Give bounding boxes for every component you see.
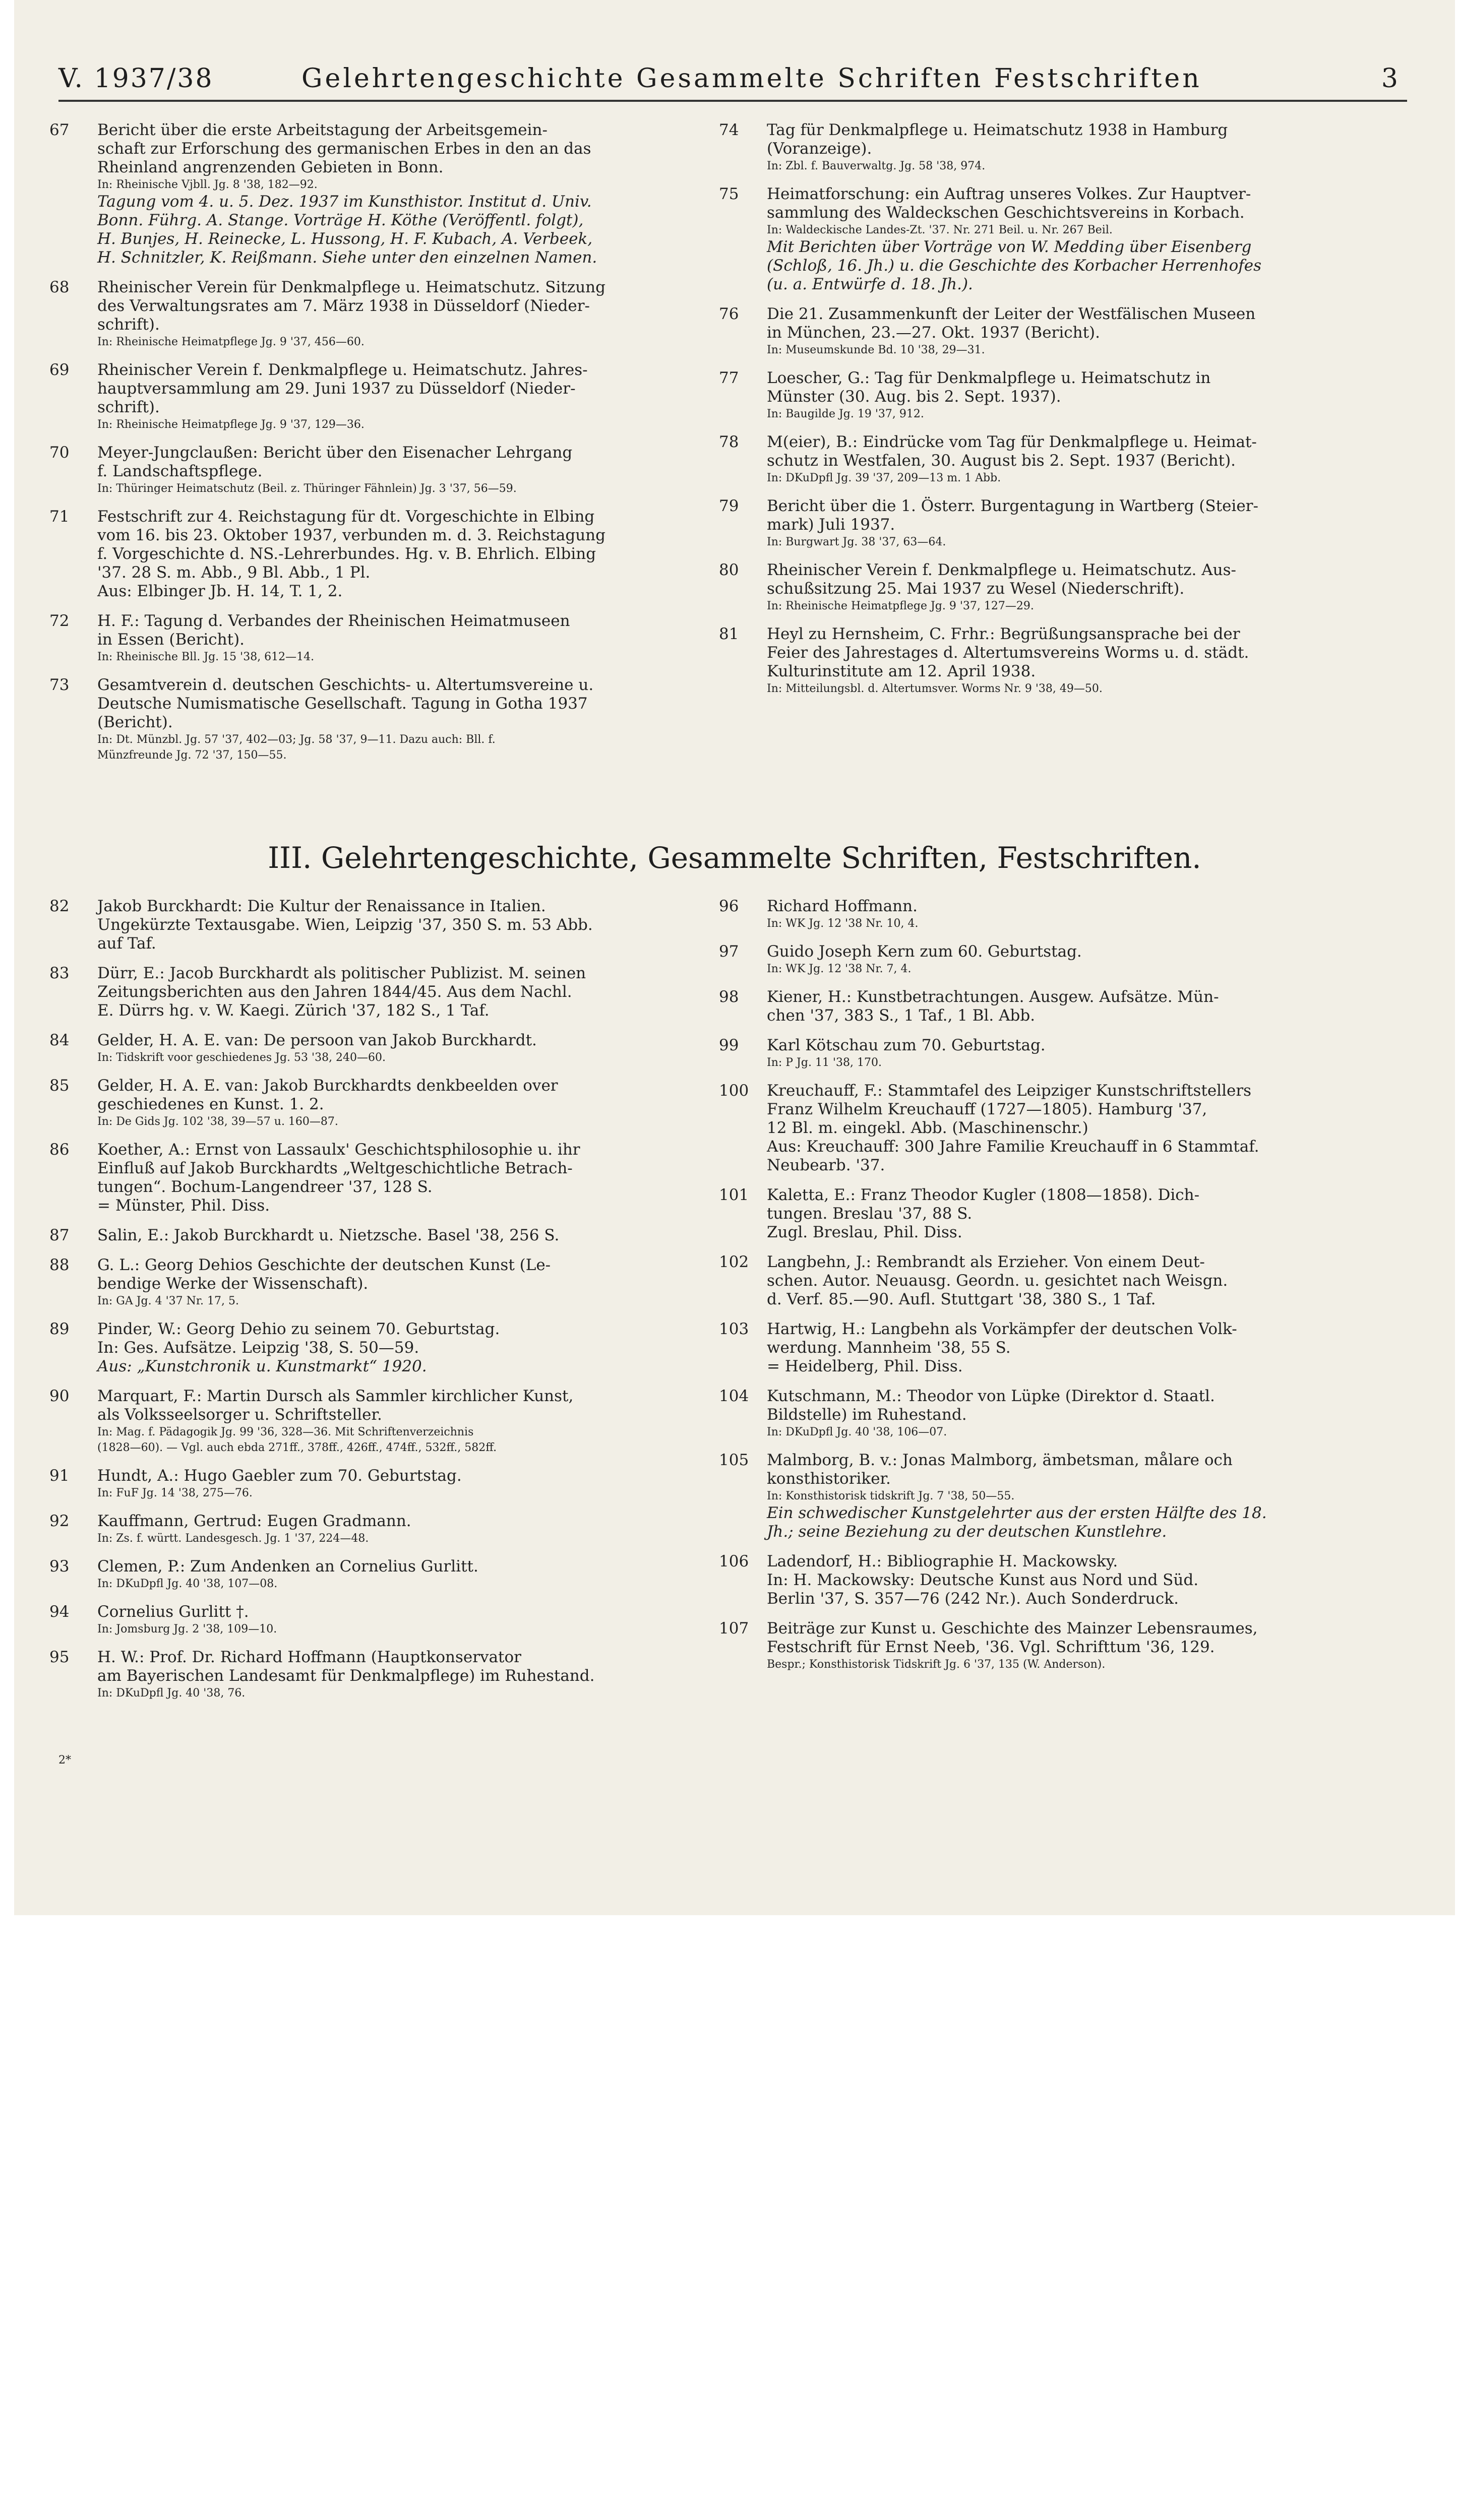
citation-line: In: Jomsburg Jg. 2 '38, 109—10.	[97, 1623, 277, 1635]
entry-line: Heyl zu Hernsheim, C. Frhr.: Begrüßungsansprache bei der	[767, 625, 1240, 643]
entry-line: bendige Werke der Wissenschaft).	[97, 1275, 369, 1293]
bib-entry	[49, 1603, 700, 1637]
entry-line: Die 21. Zusammenkunft der Leiter der Westfälischen Museen	[767, 305, 1256, 323]
entry-number: 77	[719, 369, 739, 387]
entry-number: 86	[49, 1141, 70, 1159]
entry-line: schaft zur Erforschung des germanischen Erbes in den an das	[97, 140, 591, 158]
entry-line: schußsitzung 25. Mai 1937 zu Wesel (Niederschrift).	[767, 580, 1185, 598]
bib-entry	[49, 1320, 700, 1376]
citation-line: In: Rheinische Heimatpflege Jg. 9 '37, 456—60.	[97, 336, 365, 348]
entry-number: 98	[719, 988, 739, 1006]
citation-line: In: Rheinische Bll. Jg. 15 '38, 612—14.	[97, 651, 315, 663]
entry-line: Malmborg, B. v.: Jonas Malmborg, ämbetsman, målare och	[767, 1451, 1233, 1469]
citation-line: In: GA Jg. 4 '37 Nr. 17, 5.	[97, 1295, 239, 1307]
entry-line: Neubearb. '37.	[767, 1156, 885, 1174]
entry-text	[767, 1186, 1349, 1242]
entry-text	[767, 185, 1349, 294]
entry-line: schen. Autor. Neuausg. Geordn. u. gesichtet nach Weisgn.	[767, 1272, 1228, 1290]
column-top-right	[719, 121, 1349, 708]
entry-number: 88	[49, 1256, 70, 1274]
citation-line: In: DKuDpfl Jg. 40 '38, 107—08.	[97, 1578, 278, 1590]
entry-text	[97, 1512, 700, 1546]
entry-text	[767, 1451, 1349, 1541]
entry-number: 100	[719, 1082, 749, 1100]
entry-text	[767, 121, 1349, 174]
entry-line: Pinder, W.: Georg Dehio zu seinem 70. Geburtstag.	[97, 1320, 500, 1338]
entry-line: Hartwig, H.: Langbehn als Vorkämpfer der deutschen Volk-	[767, 1320, 1237, 1338]
entry-line: Einfluß auf Jakob Burckhardts „Weltgeschichtliche Betrach-	[97, 1159, 573, 1177]
entry-line: (Voranzeige).	[767, 140, 872, 158]
entry-number: 73	[49, 676, 70, 694]
entry-line: Guido Joseph Kern zum 60. Geburtstag.	[767, 942, 1082, 961]
entry-line: Langbehn, J.: Rembrandt als Erzieher. Von einem Deut-	[767, 1253, 1205, 1271]
signature-mark: 2*	[58, 1754, 71, 1767]
entry-line: Loescher, G.: Tag für Denkmalpflege u. Heimatschutz in	[767, 369, 1211, 387]
bib-entry	[49, 1031, 700, 1065]
scanned-page	[14, 0, 1455, 1915]
entry-line: am Bayerischen Landesamt für Denkmalpflege) im Ruhestand.	[97, 1667, 595, 1685]
entry-line: des Verwaltungsrates am 7. März 1938 in Düsseldorf (Nieder-	[97, 297, 590, 315]
bib-entry	[719, 625, 1349, 697]
entry-number: 83	[49, 964, 70, 982]
entry-line: Salin, E.: Jakob Burckhardt u. Nietzsche. Basel '38, 256 S.	[97, 1226, 560, 1244]
entry-line: Festschrift zur 4. Reichstagung für dt. Vorgeschichte in Elbing	[97, 508, 595, 526]
bib-entry	[49, 964, 700, 1020]
entry-number: 107	[719, 1619, 749, 1637]
entry-text	[767, 1320, 1349, 1376]
entry-line: Tag für Denkmalpflege u. Heimatschutz 1938 in Hamburg	[767, 121, 1228, 139]
citation-line: In: Waldeckische Landes-Zt. '37. Nr. 271 Beil. u. Nr. 267 Beil.	[767, 224, 1113, 236]
entry-number: 72	[49, 612, 70, 630]
entry-line: = Münster, Phil. Diss.	[97, 1196, 270, 1215]
entry-text	[767, 1253, 1349, 1309]
running-head-volume: V. 1937/38	[58, 64, 214, 94]
entry-line: Kutschmann, M.: Theodor von Lüpke (Direktor d. Staatl.	[767, 1387, 1215, 1405]
entry-line: f. Vorgeschichte d. NS.-Lehrerbundes. Hg. v. B. Ehrlich. Elbing	[97, 545, 596, 563]
entry-line: mark) Juli 1937.	[767, 516, 895, 534]
bib-entry	[49, 1256, 700, 1309]
citation-line: In: Rheinische Heimatpflege Jg. 9 '37, 127—29.	[767, 600, 1034, 612]
annotation-line: Tagung vom 4. u. 5. Dez. 1937 im Kunsthistor. Institut d. Univ.	[97, 193, 592, 211]
entry-line: Cornelius Gurlitt †.	[97, 1603, 249, 1621]
entry-number: 82	[49, 897, 70, 915]
entry-line: schrift).	[97, 316, 160, 334]
entry-line: Karl Kötschau zum 70. Geburtstag.	[767, 1036, 1046, 1054]
citation-line: In: Museumskunde Bd. 10 '38, 29—31.	[767, 344, 985, 356]
entry-line: chen '37, 383 S., 1 Taf., 1 Bl. Abb.	[767, 1006, 1036, 1025]
bib-entry	[49, 1141, 700, 1215]
entry-line: Deutsche Numismatische Gesellschaft. Tagung in Gotha 1937	[97, 695, 588, 713]
entry-number: 81	[719, 625, 739, 643]
entry-line: In: Ges. Aufsätze. Leipzig '38, S. 50—59.	[97, 1339, 419, 1357]
entry-number: 104	[719, 1387, 749, 1405]
entry-number: 99	[719, 1036, 739, 1054]
bib-entry	[719, 1552, 1349, 1608]
entry-line: Gelder, H. A. E. van: De persoon van Jakob Burckhardt.	[97, 1031, 537, 1049]
bib-entry	[719, 305, 1349, 358]
entry-line: Feier des Jahrestages d. Altertumsvereins Worms u. d. städt.	[767, 644, 1249, 662]
entry-text	[767, 1387, 1349, 1440]
entry-line: Rheinischer Verein f. Denkmalpflege u. Heimatschutz. Aus-	[767, 561, 1236, 579]
entry-line: d. Verf. 85.—90. Aufl. Stuttgart '38, 380 S., 1 Taf.	[767, 1290, 1156, 1308]
entry-line: Clemen, P.: Zum Andenken an Cornelius Gurlitt.	[97, 1557, 478, 1576]
entry-line: = Heidelberg, Phil. Diss.	[767, 1357, 963, 1375]
entry-line: werdung. Mannheim '38, 55 S.	[767, 1339, 1011, 1357]
bib-entry	[719, 369, 1349, 422]
entry-line: Kauffmann, Gertrud: Eugen Gradmann.	[97, 1512, 411, 1530]
entry-text	[97, 1603, 700, 1637]
bib-entry	[719, 1253, 1349, 1309]
annotation-line: Ein schwedischer Kunstgelehrter aus der ersten Hälfte des 18.	[767, 1504, 1267, 1522]
entry-line: Kulturinstitute am 12. April 1938.	[767, 662, 1036, 680]
citation-line: In: Zbl. f. Bauverwaltg. Jg. 58 '38, 974.	[767, 160, 986, 172]
entry-line: geschiedenes en Kunst. 1. 2.	[97, 1095, 324, 1113]
entry-text	[767, 897, 1349, 931]
citation-line: In: Dt. Münzbl. Jg. 57 '37, 402—03; Jg. 58 '37, 9—11. Dazu auch: Bll. f.	[97, 733, 496, 746]
entry-line: '37. 28 S. m. Abb., 9 Bl. Abb., 1 Pl.	[97, 563, 371, 582]
column-bottom-right	[719, 897, 1349, 1683]
entry-line: 12 Bl. m. eingekl. Abb. (Maschinenschr.)	[767, 1119, 1088, 1137]
entry-text	[97, 1320, 700, 1376]
entry-text	[97, 964, 700, 1020]
citation-line: In: Mag. f. Pädagogik Jg. 99 '36, 328—36. Mit Schriftenverzeichnis	[97, 1426, 474, 1438]
bib-entry	[719, 1186, 1349, 1242]
entry-line: auf Taf.	[97, 934, 156, 953]
entry-line: H. W.: Prof. Dr. Richard Hoffmann (Hauptkonservator	[97, 1648, 521, 1666]
entry-line: schutz in Westfalen, 30. August bis 2. Sept. 1937 (Bericht).	[767, 452, 1236, 470]
citation-line: In: Baugilde Jg. 19 '37, 912.	[767, 408, 924, 420]
entry-line: Heimatforschung: ein Auftrag unseres Volkes. Zur Hauptver-	[767, 185, 1251, 203]
entry-text	[97, 444, 700, 496]
entry-text	[97, 1031, 700, 1065]
entry-number: 69	[49, 361, 70, 379]
citation-line: In: WK Jg. 12 '38 Nr. 7, 4.	[767, 963, 912, 975]
entry-line: Gesamtverein d. deutschen Geschichts- u. Altertumsvereine u.	[97, 676, 594, 694]
citation-line: In: Zs. f. württ. Landesgesch. Jg. 1 '37, 224—48.	[97, 1532, 369, 1545]
bib-entry	[49, 1226, 700, 1245]
annotation-line: Mit Berichten über Vorträge von W. Medding über Eisenberg	[767, 238, 1252, 256]
citation-line: In: De Gids Jg. 102 '38, 39—57 u. 160—87.	[97, 1115, 338, 1128]
entry-number: 93	[49, 1557, 70, 1576]
entry-line: Aus: Kreuchauff: 300 Jahre Familie Kreuchauff in 6 Stammtaf.	[767, 1138, 1259, 1156]
entry-number: 106	[719, 1552, 749, 1570]
bib-entry	[49, 1557, 700, 1592]
entry-text	[97, 1256, 700, 1309]
bib-entry	[49, 1467, 700, 1501]
entry-line: schrift).	[97, 398, 160, 416]
bib-entry	[719, 942, 1349, 977]
bib-entry	[49, 278, 700, 350]
bib-entry	[719, 988, 1349, 1025]
annotation-line: Aus: „Kunstchronik u. Kunstmarkt“ 1920.	[97, 1357, 427, 1375]
entry-number: 102	[719, 1253, 749, 1271]
entry-number: 68	[49, 278, 70, 296]
entry-text	[767, 561, 1349, 614]
entry-number: 74	[719, 121, 739, 139]
entry-text	[97, 278, 700, 350]
entry-line: tungen. Breslau '37, 88 S.	[767, 1205, 973, 1223]
citation-line: In: Mitteilungsbl. d. Altertumsver. Worms Nr. 9 '38, 49—50.	[767, 682, 1103, 695]
section-title: III. Gelehrtengeschichte, Gesammelte Schriften, Festschriften.	[268, 841, 1201, 875]
entry-text	[97, 1077, 700, 1129]
citation-line: In: Thüringer Heimatschutz (Beil. z. Thüringer Fähnlein) Jg. 3 '37, 56—59.	[97, 482, 517, 495]
entry-number: 91	[49, 1467, 70, 1485]
entry-line: Zugl. Breslau, Phil. Diss.	[767, 1223, 962, 1241]
bib-entry	[719, 121, 1349, 174]
bib-entry	[49, 676, 700, 763]
citation-line: In: Rheinische Vjbll. Jg. 8 '38, 182—92.	[97, 178, 318, 191]
entry-text	[97, 897, 700, 953]
entry-line: H. F.: Tagung d. Verbandes der Rheinischen Heimatmuseen	[97, 612, 570, 630]
bib-entry	[719, 1619, 1349, 1672]
entry-line: Ungekürzte Textausgabe. Wien, Leipzig '37, 350 S. m. 53 Abb.	[97, 916, 593, 934]
entry-line: hauptversammlung am 29. Juni 1937 zu Düsseldorf (Nieder-	[97, 380, 576, 398]
entry-text	[767, 625, 1349, 697]
entry-line: G. L.: Georg Dehios Geschichte der deutschen Kunst (Le-	[97, 1256, 551, 1274]
entry-text	[97, 121, 700, 267]
entry-line: konsthistoriker.	[767, 1470, 891, 1488]
entry-line: Ladendorf, H.: Bibliographie H. Mackowsky.	[767, 1552, 1118, 1570]
citation-line: Münzfreunde Jg. 72 '37, 150—55.	[97, 749, 287, 762]
footer-bar	[0, 1915, 1457, 1991]
column-top-left	[49, 121, 700, 774]
entry-text	[97, 612, 700, 665]
entry-text	[767, 1619, 1349, 1672]
bib-entry	[719, 1320, 1349, 1376]
entry-text	[97, 676, 700, 763]
entry-number: 85	[49, 1077, 70, 1095]
entry-line: Meyer-Jungclaußen: Bericht über den Eisenacher Lehrgang	[97, 444, 573, 462]
bib-entry	[49, 121, 700, 267]
entry-number: 87	[49, 1226, 70, 1244]
citation-line: In: P Jg. 11 '38, 170.	[767, 1056, 882, 1069]
column-bottom-left	[49, 897, 700, 1712]
citation-line: In: Tidskrift voor geschiedenes Jg. 53 '38, 240—60.	[97, 1051, 386, 1064]
entry-number: 101	[719, 1186, 749, 1204]
entry-line: sammlung des Waldeckschen Geschichtsvereins in Korbach.	[767, 204, 1245, 222]
entry-text	[767, 1082, 1349, 1175]
annotation-line: (Schloß, 16. Jh.) u. die Geschichte des Korbacher Herrenhofes	[767, 257, 1261, 275]
entry-line: Berlin '37, S. 357—76 (242 Nr.). Auch Sonderdruck.	[767, 1590, 1179, 1608]
entry-line: Rheinischer Verein für Denkmalpflege u. Heimatschutz. Sitzung	[97, 278, 605, 296]
citation-line: In: DKuDpfl Jg. 39 '37, 209—13 m. 1 Abb.	[767, 472, 1001, 484]
entry-line: vom 16. bis 23. Oktober 1937, verbunden m. d. 3. Reichstagung	[97, 526, 605, 544]
entry-line: Rheinland angrenzenden Gebieten in Bonn.	[97, 158, 444, 176]
entry-text	[767, 305, 1349, 358]
entry-line: Richard Hoffmann.	[767, 897, 918, 915]
entry-number: 105	[719, 1451, 749, 1469]
entry-line: (Bericht).	[97, 713, 173, 731]
bib-entry	[719, 1451, 1349, 1541]
entry-text	[767, 433, 1349, 486]
entry-line: E. Dürrs hg. v. W. Kaegi. Zürich '37, 182 S., 1 Taf.	[97, 1001, 490, 1020]
bib-entry	[49, 1077, 700, 1129]
entry-line: Rheinischer Verein f. Denkmalpflege u. Heimatschutz. Jahres-	[97, 361, 588, 379]
annotation-line: H. Schnitzler, K. Reißmann. Siehe unter den einzelnen Namen.	[97, 248, 597, 267]
entry-line: Zeitungsberichten aus den Jahren 1844/45. Aus dem Nachl.	[97, 983, 572, 1001]
entry-line: Jakob Burckhardt: Die Kultur der Renaissance in Italien.	[97, 897, 546, 915]
entry-line: Bericht über die erste Arbeitstagung der Arbeitsgemein-	[97, 121, 548, 139]
bib-entry	[49, 897, 700, 953]
entry-text	[97, 1648, 700, 1701]
bib-entry	[719, 561, 1349, 614]
annotation-line: H. Bunjes, H. Reinecke, L. Hussong, H. F. Kubach, A. Verbeek,	[97, 230, 593, 248]
entry-number: 78	[719, 433, 739, 451]
entry-text	[767, 942, 1349, 977]
entry-line: Marquart, F.: Martin Dursch als Sammler kirchlicher Kunst,	[97, 1387, 574, 1405]
bib-entry	[719, 433, 1349, 486]
entry-line: Beiträge zur Kunst u. Geschichte des Mainzer Lebensraumes,	[767, 1619, 1258, 1637]
bib-entry	[49, 612, 700, 665]
entry-line: Kaletta, E.: Franz Theodor Kugler (1808—1858). Dich-	[767, 1186, 1200, 1204]
bib-entry	[719, 1082, 1349, 1175]
entry-line: Festschrift für Ernst Neeb, '36. Vgl. Schrifttum '36, 129.	[767, 1638, 1215, 1656]
entry-line: In: H. Mackowsky: Deutsche Kunst aus Nord und Süd.	[767, 1571, 1199, 1589]
entry-number: 80	[719, 561, 739, 579]
entry-text	[767, 988, 1349, 1025]
entry-number: 89	[49, 1320, 70, 1338]
citation-line: In: Burgwart Jg. 38 '37, 63—64.	[767, 536, 946, 548]
entry-number: 84	[49, 1031, 70, 1049]
entry-line: Kiener, H.: Kunstbetrachtungen. Ausgew. Aufsätze. Mün-	[767, 988, 1219, 1006]
entry-line: Bericht über die 1. Österr. Burgentagung in Wartberg (Steier-	[767, 497, 1258, 515]
annotation-line: Bonn. Führg. A. Stange. Vorträge H. Köthe (Veröffentl. folgt),	[97, 211, 584, 229]
entry-text	[97, 508, 700, 601]
entry-text	[97, 1387, 700, 1456]
citation-line: In: DKuDpfl Jg. 40 '38, 106—07.	[767, 1426, 947, 1438]
entry-line: Bildstelle) im Ruhestand.	[767, 1406, 967, 1424]
entry-text	[767, 1036, 1349, 1070]
entry-line: Aus: Elbinger Jb. H. 14, T. 1, 2.	[97, 582, 343, 600]
citation-line: In: Konsthistorisk tidskrift Jg. 7 '38, 50—55.	[767, 1490, 1015, 1502]
entry-line: Koether, A.: Ernst von Lassaulx' Geschichtsphilosophie u. ihr	[97, 1141, 580, 1159]
annotation-line: (u. a. Entwürfe d. 18. Jh.).	[767, 275, 973, 293]
entry-number: 79	[719, 497, 739, 515]
entry-number: 103	[719, 1320, 749, 1338]
entry-number: 95	[49, 1648, 70, 1666]
entry-number: 75	[719, 185, 739, 203]
entry-text	[97, 1141, 700, 1215]
entry-text	[767, 497, 1349, 550]
entry-line: tungen“. Bochum-Langendreer '37, 128 S.	[97, 1178, 433, 1196]
entry-number: 67	[49, 121, 70, 139]
entry-number: 71	[49, 508, 70, 526]
bib-entry	[719, 185, 1349, 294]
entry-line: M(eier), B.: Eindrücke vom Tag für Denkmalpflege u. Heimat-	[767, 433, 1257, 451]
entry-line: f. Landschaftspflege.	[97, 462, 263, 480]
citation-line: Bespr.; Konsthistorisk Tidskrift Jg. 6 '37, 135 (W. Anderson).	[767, 1658, 1106, 1671]
entry-number: 92	[49, 1512, 70, 1530]
entry-number: 96	[719, 897, 739, 915]
entry-line: als Volksseelsorger u. Schriftsteller.	[97, 1406, 382, 1424]
entry-line: Kreuchauff, F.: Stammtafel des Leipziger Kunstschriftstellers	[767, 1082, 1252, 1100]
entry-text	[97, 1467, 700, 1501]
bib-entry	[49, 1648, 700, 1701]
bib-entry	[49, 361, 700, 432]
citation-line: (1828—60). — Vgl. auch ebda 271ff., 378ff., 426ff., 474ff., 532ff., 582ff.	[97, 1441, 497, 1454]
entry-line: Franz Wilhelm Kreuchauff (1727—1805). Hamburg '37,	[767, 1100, 1207, 1118]
bib-entry	[49, 1387, 700, 1456]
entry-line: Hundt, A.: Hugo Gaebler zum 70. Geburtstag.	[97, 1467, 462, 1485]
entry-line: Dürr, E.: Jacob Burckhardt als politischer Publizist. M. seinen	[97, 964, 586, 982]
entry-text	[97, 1557, 700, 1592]
bib-entry	[49, 1512, 700, 1546]
bib-entry	[49, 508, 700, 601]
bib-entry	[719, 1387, 1349, 1440]
running-head-title: Gelehrtengeschichte Gesammelte Schriften Festschriften	[301, 64, 1202, 94]
page-number: 3	[1381, 64, 1400, 94]
entry-line: Gelder, H. A. E. van: Jakob Burckhardts denkbeelden over	[97, 1077, 558, 1095]
entry-text	[97, 1226, 700, 1245]
header-rule	[58, 100, 1407, 102]
entry-number: 76	[719, 305, 739, 323]
entry-text	[767, 369, 1349, 422]
bib-entry	[719, 897, 1349, 931]
bib-entry	[49, 444, 700, 496]
entry-text	[767, 1552, 1349, 1608]
bib-entry	[719, 1036, 1349, 1070]
citation-line: In: WK Jg. 12 '38 Nr. 10, 4.	[767, 917, 919, 930]
bib-entry	[719, 497, 1349, 550]
entry-number: 97	[719, 942, 739, 961]
entry-line: in Essen (Bericht).	[97, 631, 245, 649]
entry-number: 90	[49, 1387, 70, 1405]
entry-text	[97, 361, 700, 432]
entry-line: Münster (30. Aug. bis 2. Sept. 1937).	[767, 388, 1061, 406]
entry-number: 94	[49, 1603, 70, 1621]
citation-line: In: DKuDpfl Jg. 40 '38, 76.	[97, 1687, 246, 1699]
annotation-line: Jh.; seine Beziehung zu der deutschen Kunstlehre.	[767, 1523, 1167, 1541]
entry-line: in München, 23.—27. Okt. 1937 (Bericht).	[767, 324, 1101, 342]
citation-line: In: Rheinische Heimatpflege Jg. 9 '37, 129—36.	[97, 418, 365, 431]
citation-line: In: FuF Jg. 14 '38, 275—76.	[97, 1487, 253, 1499]
entry-number: 70	[49, 444, 70, 462]
